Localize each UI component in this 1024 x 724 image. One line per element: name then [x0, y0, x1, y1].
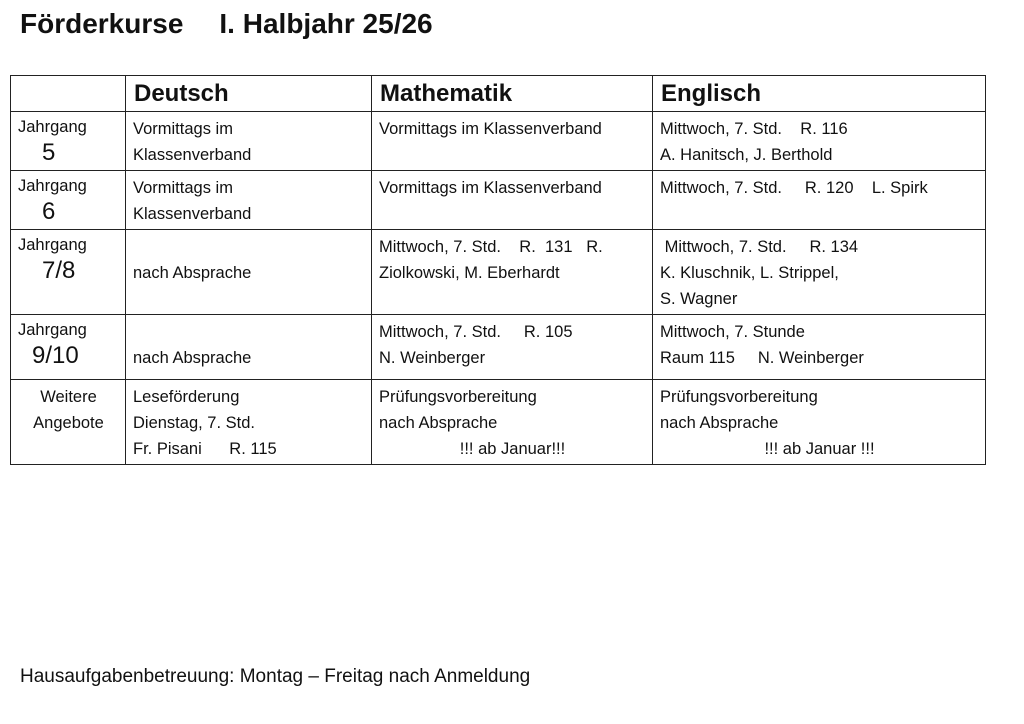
table-header-row — [11, 76, 986, 112]
grade-number: 9/10 — [32, 342, 79, 369]
cell-line: Fr. Pisani R. 115 — [133, 440, 277, 458]
mathe-cell — [372, 230, 653, 315]
table-row — [11, 171, 986, 230]
cell-line: nach Absprache — [379, 414, 498, 432]
cell-line: N. Weinberger — [379, 349, 486, 367]
grade-cell — [11, 171, 126, 230]
page-title — [20, 8, 433, 40]
grade-label: Jahrgang — [18, 177, 87, 195]
deutsch-cell — [126, 171, 372, 230]
grade-number: 5 — [42, 139, 56, 166]
header-deutsch: Deutsch — [126, 76, 372, 112]
cell-line: nach Absprache — [133, 264, 252, 282]
title-period: I. Halbjahr 25/26 — [219, 8, 433, 39]
englisch-cell — [653, 315, 986, 380]
cell-line: Dienstag, 7. Std. — [133, 414, 255, 432]
cell-line: S. Wagner — [660, 290, 738, 308]
cell-line: nach Absprache — [660, 414, 779, 432]
cell-line: K. Kluschnik, L. Strippel, — [660, 264, 839, 282]
grade-label: Jahrgang — [18, 236, 87, 254]
mathe-cell — [372, 171, 653, 230]
cell-line: Mittwoch, 7. Std. R. 131 R. — [379, 238, 603, 256]
grade-cell — [11, 315, 126, 380]
englisch-cell — [653, 380, 986, 465]
header-mathematik: Mathematik — [372, 76, 653, 112]
header-empty — [11, 76, 126, 112]
englisch-cell — [653, 171, 986, 230]
cell-line: Mittwoch, 7. Std. R. 105 — [379, 323, 573, 341]
grade-number: 6 — [42, 198, 56, 225]
cell-line: Vormittags im — [133, 120, 233, 138]
grade-cell — [11, 112, 126, 171]
deutsch-cell — [126, 315, 372, 380]
cell-line: Raum 115 N. Weinberger — [660, 349, 864, 367]
header-englisch: Englisch — [653, 76, 986, 112]
cell-line: nach Absprache — [133, 349, 252, 367]
table-row — [11, 230, 986, 315]
englisch-cell — [653, 230, 986, 315]
cell-line: Mittwoch, 7. Stunde — [660, 323, 805, 341]
other-label-line2: Angebote — [33, 414, 104, 432]
mathe-cell — [372, 380, 653, 465]
other-offers-cell — [11, 380, 126, 465]
cell-line: Klassenverband — [133, 205, 252, 223]
table-row — [11, 380, 986, 465]
cell-line-centered: !!! ab Januar!!! — [459, 440, 566, 458]
deutsch-cell — [126, 380, 372, 465]
cell-line-centered: !!! ab Januar !!! — [764, 440, 875, 458]
cell-line: A. Hanitsch, J. Berthold — [660, 146, 833, 164]
cell-line: Ziolkowski, M. Eberhardt — [379, 264, 560, 282]
mathe-cell — [372, 315, 653, 380]
table-row — [11, 315, 986, 380]
cell-line: Mittwoch, 7. Std. R. 116 — [660, 120, 848, 138]
table-row — [11, 112, 986, 171]
grade-label: Jahrgang — [18, 118, 87, 136]
title-main: Förderkurse — [20, 8, 184, 39]
deutsch-cell — [126, 112, 372, 171]
cell-line: Vormittags im Klassenverband — [379, 120, 602, 138]
cell-line: Prüfungsvorbereitung — [660, 388, 818, 406]
grade-label: Jahrgang — [18, 321, 87, 339]
cell-line: Prüfungsvorbereitung — [379, 388, 537, 406]
grade-number: 7/8 — [42, 257, 76, 284]
cell-line: Leseförderung — [133, 388, 240, 406]
footer-note: Hausaufgabenbetreuung: Montag – Freitag nach Anmeldung — [20, 666, 531, 687]
mathe-cell — [372, 112, 653, 171]
cell-line: Mittwoch, 7. Std. R. 134 — [660, 238, 859, 256]
course-table — [10, 75, 986, 465]
deutsch-cell — [126, 230, 372, 315]
grade-cell — [11, 230, 126, 315]
cell-line: Vormittags im Klassenverband — [379, 179, 602, 197]
cell-line: Klassenverband — [133, 146, 252, 164]
cell-line: Mittwoch, 7. Std. R. 120 L. Spirk — [660, 179, 928, 197]
other-label-line1: Weitere — [40, 388, 97, 406]
englisch-cell — [653, 112, 986, 171]
cell-line: Vormittags im — [133, 179, 233, 197]
